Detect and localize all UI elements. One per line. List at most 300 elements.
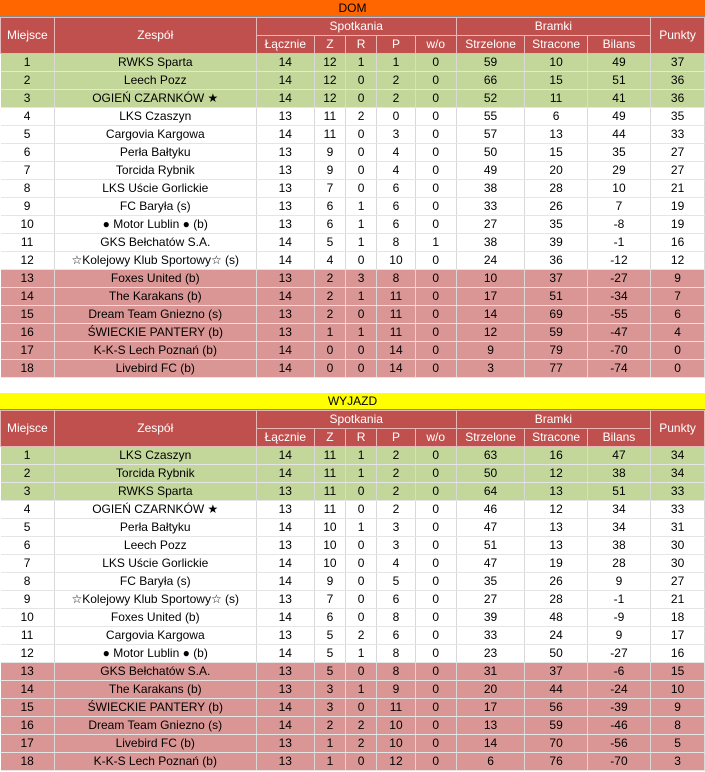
cell-p: 4: [377, 162, 416, 180]
cell-position: 18: [1, 753, 55, 771]
section-banner: DOM: [0, 0, 705, 17]
cell-s: 64: [456, 483, 525, 501]
cell-wo: 0: [415, 537, 456, 555]
cell-s: 23: [456, 645, 525, 663]
cell-position: 5: [1, 126, 55, 144]
cell-b: 41: [587, 90, 650, 108]
cell-l: 13: [256, 501, 314, 519]
cell-st: 28: [525, 180, 587, 198]
cell-position: 1: [1, 54, 55, 72]
cell-b: 49: [587, 108, 650, 126]
cell-team: Dream Team Gniezno (s): [54, 306, 256, 324]
cell-p: 11: [377, 699, 416, 717]
header-bramki: Bramki: [456, 18, 651, 36]
dom-section: [0, 0, 705, 378]
header-z: Z: [314, 429, 345, 447]
table-row: [1, 699, 705, 717]
cell-st: 13: [525, 519, 587, 537]
cell-l: 14: [256, 519, 314, 537]
cell-pts: 36: [651, 90, 705, 108]
table-row: [1, 108, 705, 126]
cell-pts: 6: [651, 306, 705, 324]
cell-b: -34: [587, 288, 650, 306]
cell-p: 10: [377, 717, 416, 735]
table-row: [1, 306, 705, 324]
cell-st: 28: [525, 591, 587, 609]
cell-r: 0: [345, 663, 376, 681]
table-row: [1, 645, 705, 663]
cell-s: 33: [456, 627, 525, 645]
cell-wo: 0: [415, 342, 456, 360]
cell-st: 50: [525, 645, 587, 663]
cell-b: 44: [587, 126, 650, 144]
cell-pts: 19: [651, 216, 705, 234]
table-row: [1, 483, 705, 501]
cell-pts: 0: [651, 342, 705, 360]
cell-p: 1: [377, 54, 416, 72]
cell-r: 0: [345, 252, 376, 270]
standings-table: [0, 410, 705, 771]
cell-position: 11: [1, 627, 55, 645]
cell-p: 8: [377, 234, 416, 252]
cell-s: 17: [456, 288, 525, 306]
cell-wo: 0: [415, 447, 456, 465]
cell-team: ☆Kolejowy Klub Sportowy☆ (s): [54, 591, 256, 609]
cell-r: 0: [345, 90, 376, 108]
cell-l: 14: [256, 54, 314, 72]
cell-b: -47: [587, 324, 650, 342]
header-p: P: [377, 429, 416, 447]
cell-wo: 0: [415, 216, 456, 234]
cell-p: 11: [377, 306, 416, 324]
cell-wo: 0: [415, 108, 456, 126]
cell-p: 6: [377, 627, 416, 645]
cell-team: LKS Czaszyn: [54, 447, 256, 465]
cell-position: 17: [1, 342, 55, 360]
cell-z: 7: [314, 180, 345, 198]
cell-z: 3: [314, 681, 345, 699]
header-bilans: Bilans: [587, 429, 650, 447]
cell-position: 14: [1, 681, 55, 699]
cell-pts: 33: [651, 501, 705, 519]
cell-b: -6: [587, 663, 650, 681]
cell-team: Leech Pozz: [54, 72, 256, 90]
header-lacznie: Łącznie: [256, 36, 314, 54]
cell-r: 1: [345, 216, 376, 234]
cell-st: 48: [525, 609, 587, 627]
cell-position: 10: [1, 216, 55, 234]
cell-r: 1: [345, 645, 376, 663]
cell-position: 17: [1, 735, 55, 753]
cell-s: 33: [456, 198, 525, 216]
cell-team: Livebird FC (b): [54, 360, 256, 378]
cell-b: -9: [587, 609, 650, 627]
table-row: [1, 501, 705, 519]
cell-s: 52: [456, 90, 525, 108]
cell-b: -12: [587, 252, 650, 270]
cell-s: 27: [456, 216, 525, 234]
cell-z: 1: [314, 735, 345, 753]
cell-p: 3: [377, 126, 416, 144]
cell-pts: 30: [651, 555, 705, 573]
header-zespol: Zespół: [54, 411, 256, 447]
cell-st: 12: [525, 501, 587, 519]
cell-z: 2: [314, 717, 345, 735]
cell-l: 13: [256, 753, 314, 771]
table-row: [1, 54, 705, 72]
cell-position: 8: [1, 180, 55, 198]
cell-position: 7: [1, 162, 55, 180]
cell-pts: 21: [651, 591, 705, 609]
cell-pts: 16: [651, 234, 705, 252]
cell-b: -55: [587, 306, 650, 324]
cell-s: 14: [456, 306, 525, 324]
table-row: [1, 234, 705, 252]
cell-l: 13: [256, 144, 314, 162]
header-stracone: Stracone: [525, 36, 587, 54]
cell-p: 6: [377, 180, 416, 198]
cell-position: 13: [1, 270, 55, 288]
cell-team: ŚWIECKIE PANTERY (b): [54, 324, 256, 342]
cell-wo: 0: [415, 324, 456, 342]
cell-s: 38: [456, 180, 525, 198]
cell-st: 56: [525, 699, 587, 717]
cell-b: -46: [587, 717, 650, 735]
cell-z: 0: [314, 360, 345, 378]
cell-b: 49: [587, 54, 650, 72]
header-spotkania: Spotkania: [256, 411, 456, 429]
cell-l: 14: [256, 342, 314, 360]
table-row: [1, 216, 705, 234]
cell-pts: 31: [651, 519, 705, 537]
cell-z: 11: [314, 447, 345, 465]
cell-s: 17: [456, 699, 525, 717]
cell-st: 12: [525, 465, 587, 483]
cell-r: 2: [345, 627, 376, 645]
cell-s: 9: [456, 342, 525, 360]
cell-position: 16: [1, 324, 55, 342]
cell-z: 2: [314, 288, 345, 306]
table-row: [1, 591, 705, 609]
cell-st: 36: [525, 252, 587, 270]
table-row: [1, 519, 705, 537]
cell-r: 0: [345, 483, 376, 501]
cell-l: 13: [256, 483, 314, 501]
cell-pts: 33: [651, 483, 705, 501]
cell-l: 13: [256, 537, 314, 555]
cell-r: 0: [345, 180, 376, 198]
cell-pts: 18: [651, 609, 705, 627]
header-punkty: Punkty: [651, 411, 705, 447]
cell-l: 14: [256, 555, 314, 573]
cell-p: 6: [377, 216, 416, 234]
header-r: R: [345, 429, 376, 447]
cell-z: 9: [314, 144, 345, 162]
cell-team: Livebird FC (b): [54, 735, 256, 753]
cell-l: 13: [256, 306, 314, 324]
cell-wo: 0: [415, 573, 456, 591]
cell-pts: 17: [651, 627, 705, 645]
cell-wo: 0: [415, 54, 456, 72]
cell-s: 20: [456, 681, 525, 699]
cell-z: 10: [314, 519, 345, 537]
cell-p: 4: [377, 555, 416, 573]
cell-r: 1: [345, 234, 376, 252]
cell-st: 59: [525, 717, 587, 735]
header-stracone: Stracone: [525, 429, 587, 447]
header-wo: w/o: [415, 36, 456, 54]
cell-s: 59: [456, 54, 525, 72]
table-row: [1, 609, 705, 627]
cell-l: 14: [256, 90, 314, 108]
cell-team: The Karakans (b): [54, 288, 256, 306]
cell-p: 14: [377, 360, 416, 378]
cell-p: 0: [377, 108, 416, 126]
cell-p: 9: [377, 681, 416, 699]
cell-r: 0: [345, 342, 376, 360]
cell-r: 1: [345, 54, 376, 72]
cell-st: 13: [525, 483, 587, 501]
cell-z: 11: [314, 483, 345, 501]
table-row: [1, 324, 705, 342]
cell-p: 14: [377, 342, 416, 360]
cell-st: 51: [525, 288, 587, 306]
cell-position: 9: [1, 198, 55, 216]
cell-z: 5: [314, 645, 345, 663]
cell-position: 9: [1, 591, 55, 609]
cell-st: 13: [525, 126, 587, 144]
cell-st: 10: [525, 54, 587, 72]
cell-pts: 16: [651, 645, 705, 663]
cell-r: 1: [345, 198, 376, 216]
cell-team: ŚWIECKIE PANTERY (b): [54, 699, 256, 717]
cell-position: 12: [1, 252, 55, 270]
cell-st: 44: [525, 681, 587, 699]
cell-z: 7: [314, 591, 345, 609]
cell-p: 6: [377, 591, 416, 609]
cell-z: 1: [314, 753, 345, 771]
cell-b: 9: [587, 573, 650, 591]
cell-b: 35: [587, 144, 650, 162]
cell-r: 0: [345, 591, 376, 609]
cell-pts: 15: [651, 663, 705, 681]
cell-z: 10: [314, 555, 345, 573]
cell-position: 1: [1, 447, 55, 465]
cell-l: 13: [256, 591, 314, 609]
cell-p: 5: [377, 573, 416, 591]
cell-p: 11: [377, 324, 416, 342]
cell-l: 13: [256, 270, 314, 288]
cell-st: 11: [525, 90, 587, 108]
cell-l: 14: [256, 126, 314, 144]
cell-position: 15: [1, 306, 55, 324]
table-row: [1, 252, 705, 270]
cell-b: -27: [587, 645, 650, 663]
cell-l: 14: [256, 717, 314, 735]
cell-b: 34: [587, 501, 650, 519]
cell-p: 3: [377, 519, 416, 537]
cell-r: 0: [345, 126, 376, 144]
cell-pts: 34: [651, 465, 705, 483]
header-miejsce: Miejsce: [1, 18, 55, 54]
cell-pts: 33: [651, 126, 705, 144]
header-lacznie: Łącznie: [256, 429, 314, 447]
cell-position: 3: [1, 483, 55, 501]
cell-r: 2: [345, 735, 376, 753]
cell-position: 11: [1, 234, 55, 252]
cell-z: 11: [314, 126, 345, 144]
cell-position: 4: [1, 108, 55, 126]
cell-st: 24: [525, 627, 587, 645]
cell-pts: 5: [651, 735, 705, 753]
cell-b: 51: [587, 483, 650, 501]
cell-r: 2: [345, 108, 376, 126]
cell-b: -24: [587, 681, 650, 699]
cell-team: OGIEŃ CZARNKÓW ★: [54, 90, 256, 108]
cell-b: -70: [587, 753, 650, 771]
header-z: Z: [314, 36, 345, 54]
table-row: [1, 627, 705, 645]
cell-l: 13: [256, 108, 314, 126]
table-row: [1, 360, 705, 378]
cell-s: 63: [456, 447, 525, 465]
cell-b: 34: [587, 519, 650, 537]
cell-l: 14: [256, 360, 314, 378]
cell-position: 3: [1, 90, 55, 108]
cell-wo: 0: [415, 198, 456, 216]
cell-r: 0: [345, 537, 376, 555]
cell-position: 14: [1, 288, 55, 306]
cell-b: -39: [587, 699, 650, 717]
cell-team: ☆Kolejowy Klub Sportowy☆ (s): [54, 252, 256, 270]
cell-l: 14: [256, 465, 314, 483]
cell-st: 13: [525, 537, 587, 555]
cell-wo: 0: [415, 306, 456, 324]
cell-team: K-K-S Lech Poznań (b): [54, 753, 256, 771]
cell-team: RWKS Sparta: [54, 483, 256, 501]
cell-position: 18: [1, 360, 55, 378]
cell-st: 79: [525, 342, 587, 360]
cell-team: Cargovia Kargowa: [54, 627, 256, 645]
table-row: [1, 447, 705, 465]
cell-z: 2: [314, 306, 345, 324]
cell-pts: 27: [651, 573, 705, 591]
cell-r: 0: [345, 360, 376, 378]
cell-wo: 0: [415, 180, 456, 198]
cell-wo: 0: [415, 519, 456, 537]
cell-position: 8: [1, 573, 55, 591]
cell-wo: 0: [415, 126, 456, 144]
cell-st: 26: [525, 573, 587, 591]
cell-l: 14: [256, 573, 314, 591]
cell-s: 13: [456, 717, 525, 735]
table-row: [1, 663, 705, 681]
cell-p: 3: [377, 537, 416, 555]
header-strzelone: Strzelone: [456, 36, 525, 54]
cell-l: 13: [256, 216, 314, 234]
cell-st: 37: [525, 663, 587, 681]
cell-position: 2: [1, 465, 55, 483]
cell-pts: 3: [651, 753, 705, 771]
cell-pts: 21: [651, 180, 705, 198]
cell-r: 3: [345, 270, 376, 288]
cell-p: 8: [377, 645, 416, 663]
cell-r: 1: [345, 324, 376, 342]
cell-st: 37: [525, 270, 587, 288]
cell-z: 0: [314, 342, 345, 360]
cell-r: 0: [345, 162, 376, 180]
cell-pts: 7: [651, 288, 705, 306]
cell-wo: 0: [415, 645, 456, 663]
cell-wo: 0: [415, 609, 456, 627]
cell-b: -74: [587, 360, 650, 378]
cell-pts: 36: [651, 72, 705, 90]
cell-r: 0: [345, 573, 376, 591]
cell-r: 1: [345, 681, 376, 699]
table-row: [1, 555, 705, 573]
header-miejsce: Miejsce: [1, 411, 55, 447]
cell-wo: 0: [415, 483, 456, 501]
table-row: [1, 90, 705, 108]
table-row: [1, 735, 705, 753]
cell-z: 1: [314, 324, 345, 342]
cell-pts: 35: [651, 108, 705, 126]
cell-l: 14: [256, 645, 314, 663]
cell-r: 0: [345, 699, 376, 717]
cell-z: 6: [314, 198, 345, 216]
cell-z: 11: [314, 465, 345, 483]
cell-pts: 0: [651, 360, 705, 378]
cell-p: 8: [377, 663, 416, 681]
cell-team: OGIEŃ CZARNKÓW ★: [54, 501, 256, 519]
cell-st: 26: [525, 198, 587, 216]
cell-position: 7: [1, 555, 55, 573]
cell-z: 9: [314, 162, 345, 180]
cell-st: 39: [525, 234, 587, 252]
cell-pts: 34: [651, 447, 705, 465]
cell-b: 38: [587, 465, 650, 483]
cell-s: 39: [456, 609, 525, 627]
cell-wo: 0: [415, 90, 456, 108]
cell-p: 8: [377, 270, 416, 288]
cell-s: 47: [456, 519, 525, 537]
cell-z: 3: [314, 699, 345, 717]
cell-s: 50: [456, 144, 525, 162]
cell-l: 14: [256, 72, 314, 90]
cell-b: 38: [587, 537, 650, 555]
cell-l: 14: [256, 288, 314, 306]
cell-z: 2: [314, 270, 345, 288]
cell-r: 0: [345, 753, 376, 771]
table-row: [1, 537, 705, 555]
cell-s: 6: [456, 753, 525, 771]
cell-pts: 9: [651, 270, 705, 288]
cell-team: Torcida Rybnik: [54, 465, 256, 483]
cell-z: 11: [314, 501, 345, 519]
cell-b: -70: [587, 342, 650, 360]
cell-l: 13: [256, 162, 314, 180]
header-strzelone: Strzelone: [456, 429, 525, 447]
cell-b: 28: [587, 555, 650, 573]
table-row: [1, 180, 705, 198]
cell-p: 2: [377, 72, 416, 90]
cell-team: FC Baryła (s): [54, 573, 256, 591]
cell-s: 3: [456, 360, 525, 378]
table-row: [1, 288, 705, 306]
cell-wo: 0: [415, 717, 456, 735]
cell-wo: 0: [415, 465, 456, 483]
cell-position: 10: [1, 609, 55, 627]
